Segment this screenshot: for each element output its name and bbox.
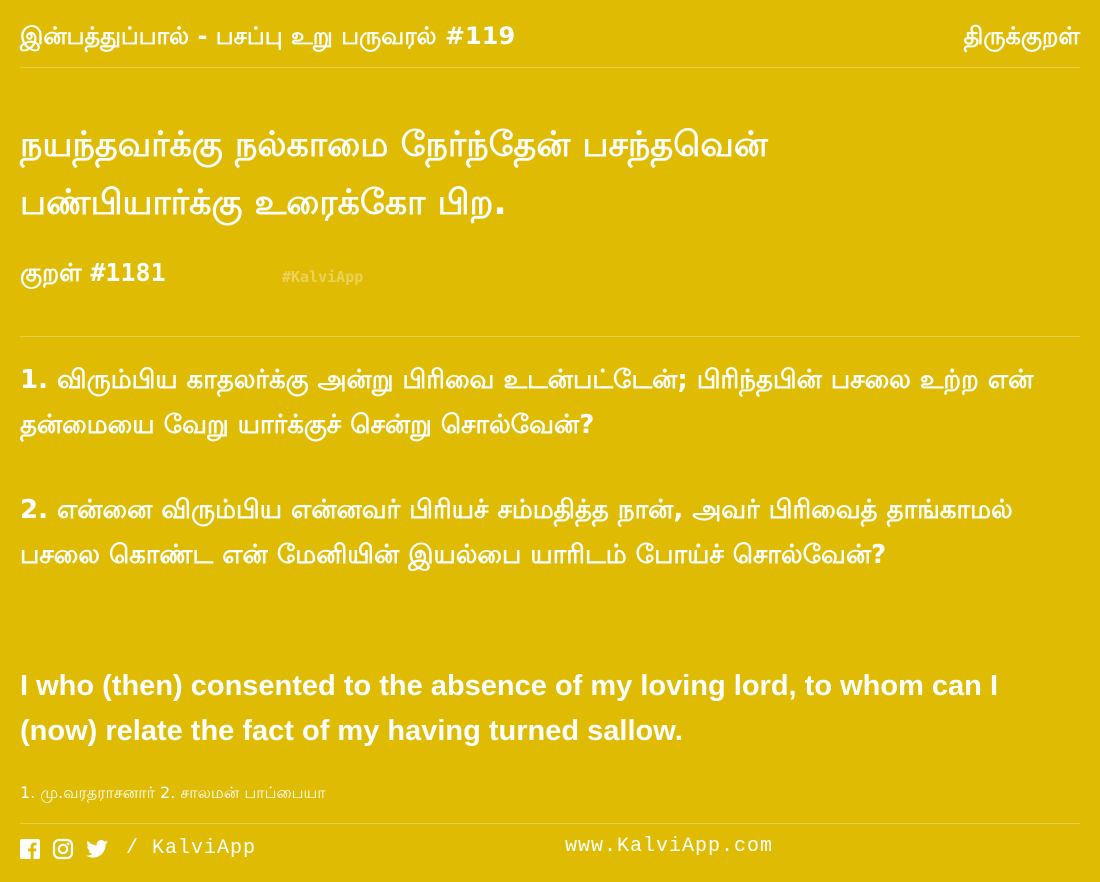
brand-title: திருக்குறள் [963,22,1080,50]
verse-divider [20,336,1080,337]
kural-verse [20,116,1080,232]
kural-label: குறள் [20,258,82,287]
authors-credit: 1. மு.வரதராசனார் 2. சாலமன் பாப்பையா [20,783,326,802]
kural-number [20,258,166,291]
social-handle: / KalviApp [126,837,257,860]
twitter-icon[interactable] [86,840,108,858]
kural-line-2: பண்பியார்க்கு உரைக்கோ பிற. [20,183,507,223]
website-link[interactable]: www.KalviApp.com [565,835,774,858]
meaning-1: 1. விரும்பிய காதலர்க்கு அன்று பிரிவை உடன்பட்டேன்; பிரிந்தபின் பசலை உற்ற என் தன்மையை வேறு யார்க்குச் சென்று சொல்வேன்? [20,365,1034,440]
social-links [20,837,256,860]
section-title: இன்பத்துப்பால் - பசப்பு உறு பருவரல் #119 [20,22,516,50]
footer [20,835,1080,861]
meaning-2: 2. என்னை விரும்பிய என்னவர் பிரியச் சம்மதித்த நான், அவர் பிரிவைத் தாங்காமல் பசலை கொண்ட என் மேனியின் இயல்பை யாரிடம் போய்ச் சொல்வேன்? [20,495,1013,570]
watermark-hashtag: #KalviApp [282,268,364,286]
instagram-icon[interactable] [52,838,74,860]
card [20,0,1080,882]
facebook-icon[interactable] [20,839,40,859]
kural-line-1: நயந்தவர்க்கு நல்காமை நேர்ந்தேன் பசந்தவென் [20,125,768,165]
footer-divider [20,823,1080,824]
header-divider [20,67,1080,68]
header [20,22,1080,53]
kural-number-value: #1181 [90,258,166,287]
english-translation: I who (then) consented to the absence of my loving lord, to whom can I (now) relate the fact of my having turned sallow. [20,670,999,747]
